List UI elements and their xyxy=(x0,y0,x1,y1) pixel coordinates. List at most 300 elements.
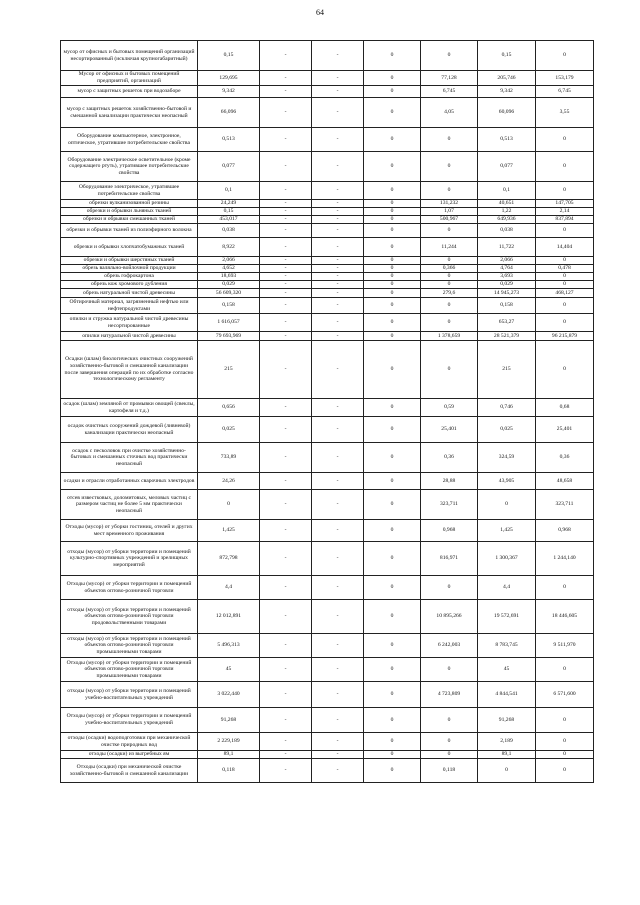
waste-type-cell: обрезь валяльно-войлочной продукции xyxy=(61,265,198,273)
value-cell: 4,4 xyxy=(198,576,260,600)
value-cell: 0 xyxy=(421,273,478,281)
waste-type-cell: обрезки и обрывки шерстяных тканей xyxy=(61,257,198,265)
waste-type-cell: осадки и отрасли отработанных сварочных электродов xyxy=(61,473,198,490)
value-cell: 0 xyxy=(364,41,421,71)
waste-type-cell: отходы (осадки) из выгребных ям xyxy=(61,751,198,759)
value-cell: 129,695 xyxy=(198,71,260,86)
value-cell: - xyxy=(312,542,364,576)
value-cell: 0 xyxy=(364,182,421,200)
value-cell: 0 xyxy=(364,759,421,783)
value-cell: 2,14 xyxy=(536,208,594,216)
value-cell: 0,077 xyxy=(478,152,536,182)
table-row xyxy=(61,224,594,238)
value-cell: 0 xyxy=(364,265,421,273)
value-cell: 8 783,745 xyxy=(478,634,536,658)
value-cell: 89,1 xyxy=(478,751,536,759)
value-cell: - xyxy=(260,41,312,71)
value-cell: - xyxy=(260,98,312,128)
table-row xyxy=(61,298,594,314)
value-cell: 0 xyxy=(364,314,421,332)
value-cell: 43,905 xyxy=(478,473,536,490)
value-cell: - xyxy=(312,281,364,289)
waste-type-cell: Отходы (осадки) при механической очистке хозяйственно-бытовой и смешанной канализации xyxy=(61,759,198,783)
value-cell: 40,651 xyxy=(478,200,536,208)
value-cell: 0 xyxy=(421,733,478,751)
table-row xyxy=(61,273,594,281)
value-cell: 0 xyxy=(364,86,421,98)
waste-type-cell: мусор с защитных решеток при водозаборе xyxy=(61,86,198,98)
value-cell: - xyxy=(260,576,312,600)
value-cell: 28 521,379 xyxy=(478,332,536,341)
value-cell: 0 xyxy=(536,128,594,152)
value-cell: - xyxy=(312,265,364,273)
value-cell: - xyxy=(260,208,312,216)
value-cell: - xyxy=(260,298,312,314)
value-cell: 0,968 xyxy=(536,520,594,542)
value-cell: 0,513 xyxy=(198,128,260,152)
value-cell: 0 xyxy=(478,759,536,783)
value-cell: 1,425 xyxy=(198,520,260,542)
waste-type-cell: Отходы (мусор) от уборки территории и помещений объектов оптово-розничной торговли промышленными товарами xyxy=(61,658,198,682)
waste-type-cell: обрезки и обрывки льняных тканей xyxy=(61,208,198,216)
value-cell: - xyxy=(312,257,364,265)
value-cell: - xyxy=(312,417,364,443)
waste-type-cell: Обтирочный материал, загрязненный нефтью или нефтепродуктами xyxy=(61,298,198,314)
value-cell: 0 xyxy=(364,600,421,634)
value-cell: - xyxy=(260,216,312,224)
value-cell: 0 xyxy=(421,708,478,733)
value-cell: 0 xyxy=(536,733,594,751)
value-cell: - xyxy=(312,273,364,281)
table-row xyxy=(61,733,594,751)
value-cell: 0 xyxy=(421,314,478,332)
value-cell: 0 xyxy=(364,200,421,208)
value-cell: 0 xyxy=(364,520,421,542)
value-cell: 0 xyxy=(536,314,594,332)
waste-type-cell: Оборудование компьютерное, электронное, оптическое, утратившие потребительские свойства xyxy=(61,128,198,152)
value-cell: - xyxy=(260,224,312,238)
value-cell: 0,025 xyxy=(478,417,536,443)
value-cell: 215 xyxy=(478,341,536,399)
value-cell: 0 xyxy=(536,41,594,71)
value-cell: - xyxy=(260,490,312,520)
table-row xyxy=(61,216,594,224)
waste-type-cell: отходы (мусор) от уборки территории и помещений учебно-воспитательных учреждений xyxy=(61,682,198,708)
table-row xyxy=(61,128,594,152)
table-row xyxy=(61,417,594,443)
table-row xyxy=(61,332,594,341)
value-cell: 0,513 xyxy=(478,128,536,152)
value-cell: 3,693 xyxy=(478,273,536,281)
value-cell: 0 xyxy=(421,128,478,152)
table-row xyxy=(61,71,594,86)
table-row xyxy=(61,182,594,200)
value-cell: - xyxy=(260,399,312,417)
table-row xyxy=(61,399,594,417)
value-cell: 0 xyxy=(364,658,421,682)
value-cell: 10 895,266 xyxy=(421,600,478,634)
value-cell: - xyxy=(312,298,364,314)
value-cell: 0 xyxy=(364,576,421,600)
table-row xyxy=(61,238,594,257)
value-cell: - xyxy=(260,682,312,708)
value-cell: 215 xyxy=(198,341,260,399)
value-cell: - xyxy=(260,733,312,751)
value-cell: 649,936 xyxy=(478,216,536,224)
table-row xyxy=(61,473,594,490)
value-cell: 0,029 xyxy=(198,281,260,289)
value-cell: 9 511,970 xyxy=(536,634,594,658)
value-cell: 0,15 xyxy=(478,41,536,71)
value-cell: 2,066 xyxy=(478,257,536,265)
value-cell: 816,971 xyxy=(421,542,478,576)
value-cell: - xyxy=(312,520,364,542)
value-cell: 18,693 xyxy=(198,273,260,281)
value-cell: - xyxy=(312,490,364,520)
value-cell: 0 xyxy=(536,759,594,783)
waste-type-cell: обрезь кож хромового дубления xyxy=(61,281,198,289)
value-cell: 653,27 xyxy=(478,314,536,332)
value-cell: - xyxy=(260,542,312,576)
value-cell: 0 xyxy=(364,634,421,658)
value-cell: - xyxy=(312,341,364,399)
value-cell: - xyxy=(312,314,364,332)
value-cell: 0 xyxy=(364,542,421,576)
value-cell: 0,656 xyxy=(198,399,260,417)
table-row xyxy=(61,98,594,128)
value-cell: 6,745 xyxy=(536,86,594,98)
value-cell: 19 572,691 xyxy=(478,600,536,634)
waste-type-cell: Оборудование электрическое, утратившее потребительские свойства xyxy=(61,182,198,200)
value-cell: 0 xyxy=(364,473,421,490)
waste-type-cell: отходы (мусор) от уборки территории и помещений культурно-спортивных учреждений и зрелищных мероприятий xyxy=(61,542,198,576)
waste-type-cell: Оборудование электрическое осветительное (кроме содержащего ртуть), утратившее потребительские свойства xyxy=(61,152,198,182)
value-cell: 279,6 xyxy=(421,289,478,298)
value-cell: - xyxy=(312,332,364,341)
value-cell: 0,038 xyxy=(478,224,536,238)
value-cell: - xyxy=(312,238,364,257)
value-cell: 323,711 xyxy=(421,490,478,520)
value-cell: - xyxy=(260,86,312,98)
value-cell: 0 xyxy=(536,273,594,281)
value-cell: - xyxy=(260,332,312,341)
value-cell: 25,401 xyxy=(421,417,478,443)
value-cell: - xyxy=(312,399,364,417)
value-cell: 56 609,320 xyxy=(198,289,260,298)
value-cell: 11,722 xyxy=(478,238,536,257)
value-cell: 0 xyxy=(536,182,594,200)
table-row xyxy=(61,520,594,542)
value-cell: 0 xyxy=(364,733,421,751)
value-cell: 48,658 xyxy=(536,473,594,490)
value-cell: 4,05 xyxy=(421,98,478,128)
value-cell: 0 xyxy=(421,658,478,682)
value-cell: 2,066 xyxy=(198,257,260,265)
value-cell: - xyxy=(260,473,312,490)
table-row xyxy=(61,708,594,733)
table-row xyxy=(61,443,594,473)
value-cell: 6,745 xyxy=(421,86,478,98)
value-cell: - xyxy=(312,182,364,200)
value-cell: 77,128 xyxy=(421,71,478,86)
value-cell: 0,1 xyxy=(198,182,260,200)
value-cell: - xyxy=(312,682,364,708)
waste-type-cell: осадок (шлам) земляной от промывки овощей (свеклы, картофеля и т.д.) xyxy=(61,399,198,417)
waste-type-cell: отсев известковых, доломитовых, меловых частиц с размером частиц не более 5 мм практически неопасный xyxy=(61,490,198,520)
value-cell: - xyxy=(260,658,312,682)
value-cell: - xyxy=(312,600,364,634)
value-cell: 0,968 xyxy=(421,520,478,542)
value-cell: - xyxy=(260,128,312,152)
value-cell: 0 xyxy=(536,224,594,238)
value-cell: - xyxy=(260,182,312,200)
value-cell: 0 xyxy=(421,182,478,200)
value-cell: 9,342 xyxy=(478,86,536,98)
value-cell: - xyxy=(312,200,364,208)
value-cell: 45 xyxy=(198,658,260,682)
value-cell: - xyxy=(312,634,364,658)
value-cell: 66,096 xyxy=(198,98,260,128)
value-cell: 0 xyxy=(364,128,421,152)
value-cell: 8,922 xyxy=(198,238,260,257)
value-cell: - xyxy=(260,341,312,399)
value-cell: 0,478 xyxy=(536,265,594,273)
value-cell: - xyxy=(312,86,364,98)
value-cell: - xyxy=(312,208,364,216)
value-cell: 4,652 xyxy=(198,265,260,273)
value-cell: 0 xyxy=(364,708,421,733)
value-cell: 0 xyxy=(364,332,421,341)
value-cell: 5 496,313 xyxy=(198,634,260,658)
value-cell: - xyxy=(312,658,364,682)
value-cell: - xyxy=(312,443,364,473)
value-cell: 0 xyxy=(536,576,594,600)
value-cell: 1,07 xyxy=(421,208,478,216)
value-cell: 0 xyxy=(536,152,594,182)
table-row xyxy=(61,257,594,265)
waste-type-cell: обрезки вулканизованной резины xyxy=(61,200,198,208)
value-cell: 0 xyxy=(364,152,421,182)
value-cell: 324,59 xyxy=(478,443,536,473)
waste-type-cell: отходы (мусор) от уборки территории и помещений объектов оптово-розничной торговли промышленными товарами xyxy=(61,634,198,658)
value-cell: 0 xyxy=(421,298,478,314)
value-cell: 0 xyxy=(421,224,478,238)
value-cell: 205,746 xyxy=(478,71,536,86)
value-cell: 0 xyxy=(364,289,421,298)
value-cell: - xyxy=(260,281,312,289)
value-cell: 0,118 xyxy=(198,759,260,783)
value-cell: 0 xyxy=(198,490,260,520)
value-cell: 0 xyxy=(364,751,421,759)
value-cell: 1,425 xyxy=(478,520,536,542)
waste-type-cell: опилки и стружка натуральной чистой древесины несортированные xyxy=(61,314,198,332)
value-cell: 4 723,809 xyxy=(421,682,478,708)
value-cell: - xyxy=(312,708,364,733)
value-cell: 0,36 xyxy=(421,443,478,473)
value-cell: 4,764 xyxy=(478,265,536,273)
table-row xyxy=(61,314,594,332)
value-cell: - xyxy=(260,238,312,257)
value-cell: 453,017 xyxy=(198,216,260,224)
value-cell: 0,15 xyxy=(198,41,260,71)
value-cell: 45 xyxy=(478,658,536,682)
value-cell: 28,88 xyxy=(421,473,478,490)
table-row xyxy=(61,658,594,682)
value-cell: 4,4 xyxy=(478,576,536,600)
page-number: 64 xyxy=(316,8,324,17)
waste-table xyxy=(60,40,594,783)
value-cell: - xyxy=(312,128,364,152)
value-cell: 91,268 xyxy=(478,708,536,733)
value-cell: 0 xyxy=(364,216,421,224)
value-cell: 9,342 xyxy=(198,86,260,98)
value-cell: 1 244,140 xyxy=(536,542,594,576)
table-row xyxy=(61,751,594,759)
value-cell: - xyxy=(312,98,364,128)
waste-type-cell: обрезь натуральной чистой древесины xyxy=(61,289,198,298)
value-cell: 0,038 xyxy=(198,224,260,238)
value-cell: 0 xyxy=(421,41,478,71)
value-cell: 0 xyxy=(421,751,478,759)
table-row xyxy=(61,200,594,208)
value-cell: 89,1 xyxy=(198,751,260,759)
value-cell: 0 xyxy=(536,281,594,289)
value-cell: 468,127 xyxy=(536,289,594,298)
value-cell: 0 xyxy=(364,341,421,399)
value-cell: - xyxy=(312,224,364,238)
value-cell: 24,26 xyxy=(198,473,260,490)
value-cell: - xyxy=(312,289,364,298)
value-cell: - xyxy=(260,751,312,759)
value-cell: - xyxy=(312,759,364,783)
waste-type-cell: Осадки (шлам) биологических очистных сооружений хозяйственно-бытовой и смешанной канализации после завершения операций по их обработке согласно технологическому регламенту xyxy=(61,341,198,399)
table-row xyxy=(61,600,594,634)
value-cell: 0 xyxy=(364,224,421,238)
table-row xyxy=(61,41,594,71)
value-cell: - xyxy=(260,634,312,658)
value-cell: 0,077 xyxy=(198,152,260,182)
value-cell: 1 616,057 xyxy=(198,314,260,332)
value-cell: - xyxy=(260,265,312,273)
waste-type-cell: осадок очистных сооружений дождевой (ливневой) канализации практически неопасный xyxy=(61,417,198,443)
value-cell: 0,68 xyxy=(536,399,594,417)
value-cell: - xyxy=(312,733,364,751)
value-cell: - xyxy=(260,520,312,542)
value-cell: 0,15 xyxy=(198,208,260,216)
value-cell: 12 012,891 xyxy=(198,600,260,634)
value-cell: - xyxy=(260,71,312,86)
value-cell: 0,029 xyxy=(478,281,536,289)
value-cell: 0,59 xyxy=(421,399,478,417)
value-cell: 0 xyxy=(536,341,594,399)
value-cell: 0,366 xyxy=(421,265,478,273)
waste-type-cell: обрезки и обрывки хлопчатобумажных тканей xyxy=(61,238,198,257)
table-row xyxy=(61,281,594,289)
table-row xyxy=(61,152,594,182)
value-cell: 131,232 xyxy=(421,200,478,208)
waste-type-cell: опилки натуральной чистой древесины xyxy=(61,332,198,341)
waste-type-cell: обрезь гофрокартона xyxy=(61,273,198,281)
value-cell: 11,244 xyxy=(421,238,478,257)
waste-type-cell: отходы (осадки) водоподготовки при механической очистке природных вод xyxy=(61,733,198,751)
value-cell: 0 xyxy=(421,257,478,265)
waste-type-cell: Мусор от офисных и бытовых помещений предприятий, организаций xyxy=(61,71,198,86)
value-cell: 0,746 xyxy=(478,399,536,417)
value-cell: 0,025 xyxy=(198,417,260,443)
value-cell: 0 xyxy=(421,576,478,600)
value-cell: 0 xyxy=(536,257,594,265)
value-cell: 3,55 xyxy=(536,98,594,128)
table-row xyxy=(61,265,594,273)
value-cell: 0 xyxy=(364,98,421,128)
table-row xyxy=(61,86,594,98)
value-cell: 872,798 xyxy=(198,542,260,576)
value-cell: - xyxy=(312,576,364,600)
waste-type-cell: обрезки и обрывки смешанных тканей xyxy=(61,216,198,224)
value-cell: - xyxy=(312,216,364,224)
value-cell: 0 xyxy=(536,751,594,759)
value-cell: 0,118 xyxy=(421,759,478,783)
value-cell: 2 229,189 xyxy=(198,733,260,751)
value-cell: 500,967 xyxy=(421,216,478,224)
value-cell: - xyxy=(260,417,312,443)
table-row xyxy=(61,759,594,783)
waste-type-cell: отходы (мусор) от уборки территории и помещений объектов оптово-розничной торговли продовольственными товарами xyxy=(61,600,198,634)
value-cell: 14,404 xyxy=(536,238,594,257)
table-row xyxy=(61,341,594,399)
value-cell: 0 xyxy=(364,71,421,86)
value-cell: - xyxy=(260,759,312,783)
value-cell: 96 215,879 xyxy=(536,332,594,341)
value-cell: 0 xyxy=(364,208,421,216)
value-cell: - xyxy=(260,314,312,332)
value-cell: 1 378,659 xyxy=(421,332,478,341)
value-cell: 0 xyxy=(421,281,478,289)
value-cell: 0 xyxy=(536,298,594,314)
value-cell: 6 571,600 xyxy=(536,682,594,708)
value-cell: - xyxy=(260,152,312,182)
value-cell: - xyxy=(260,257,312,265)
value-cell: 0,36 xyxy=(536,443,594,473)
value-cell: 0 xyxy=(364,490,421,520)
value-cell: - xyxy=(312,473,364,490)
value-cell: 147,705 xyxy=(536,200,594,208)
value-cell: 0 xyxy=(478,490,536,520)
value-cell: 0,1 xyxy=(478,182,536,200)
value-cell: 0 xyxy=(536,708,594,733)
value-cell: - xyxy=(260,708,312,733)
value-cell: 18 446,605 xyxy=(536,600,594,634)
value-cell: 0 xyxy=(536,658,594,682)
value-cell: 4 844,541 xyxy=(478,682,536,708)
value-cell: 79 693,969 xyxy=(198,332,260,341)
value-cell: 0 xyxy=(364,443,421,473)
value-cell: - xyxy=(312,751,364,759)
value-cell: - xyxy=(260,200,312,208)
table-row xyxy=(61,542,594,576)
value-cell: 3 022,440 xyxy=(198,682,260,708)
table-row xyxy=(61,208,594,216)
value-cell: 0 xyxy=(364,399,421,417)
value-cell: 153,179 xyxy=(536,71,594,86)
value-cell: 0 xyxy=(364,273,421,281)
waste-type-cell: мусор от офисных и бытовых помещений организаций несортированный (исключая крупногабаритный) xyxy=(61,41,198,71)
value-cell: - xyxy=(312,71,364,86)
value-cell: - xyxy=(312,152,364,182)
value-cell: 1,22 xyxy=(478,208,536,216)
table-row xyxy=(61,682,594,708)
value-cell: 24,249 xyxy=(198,200,260,208)
